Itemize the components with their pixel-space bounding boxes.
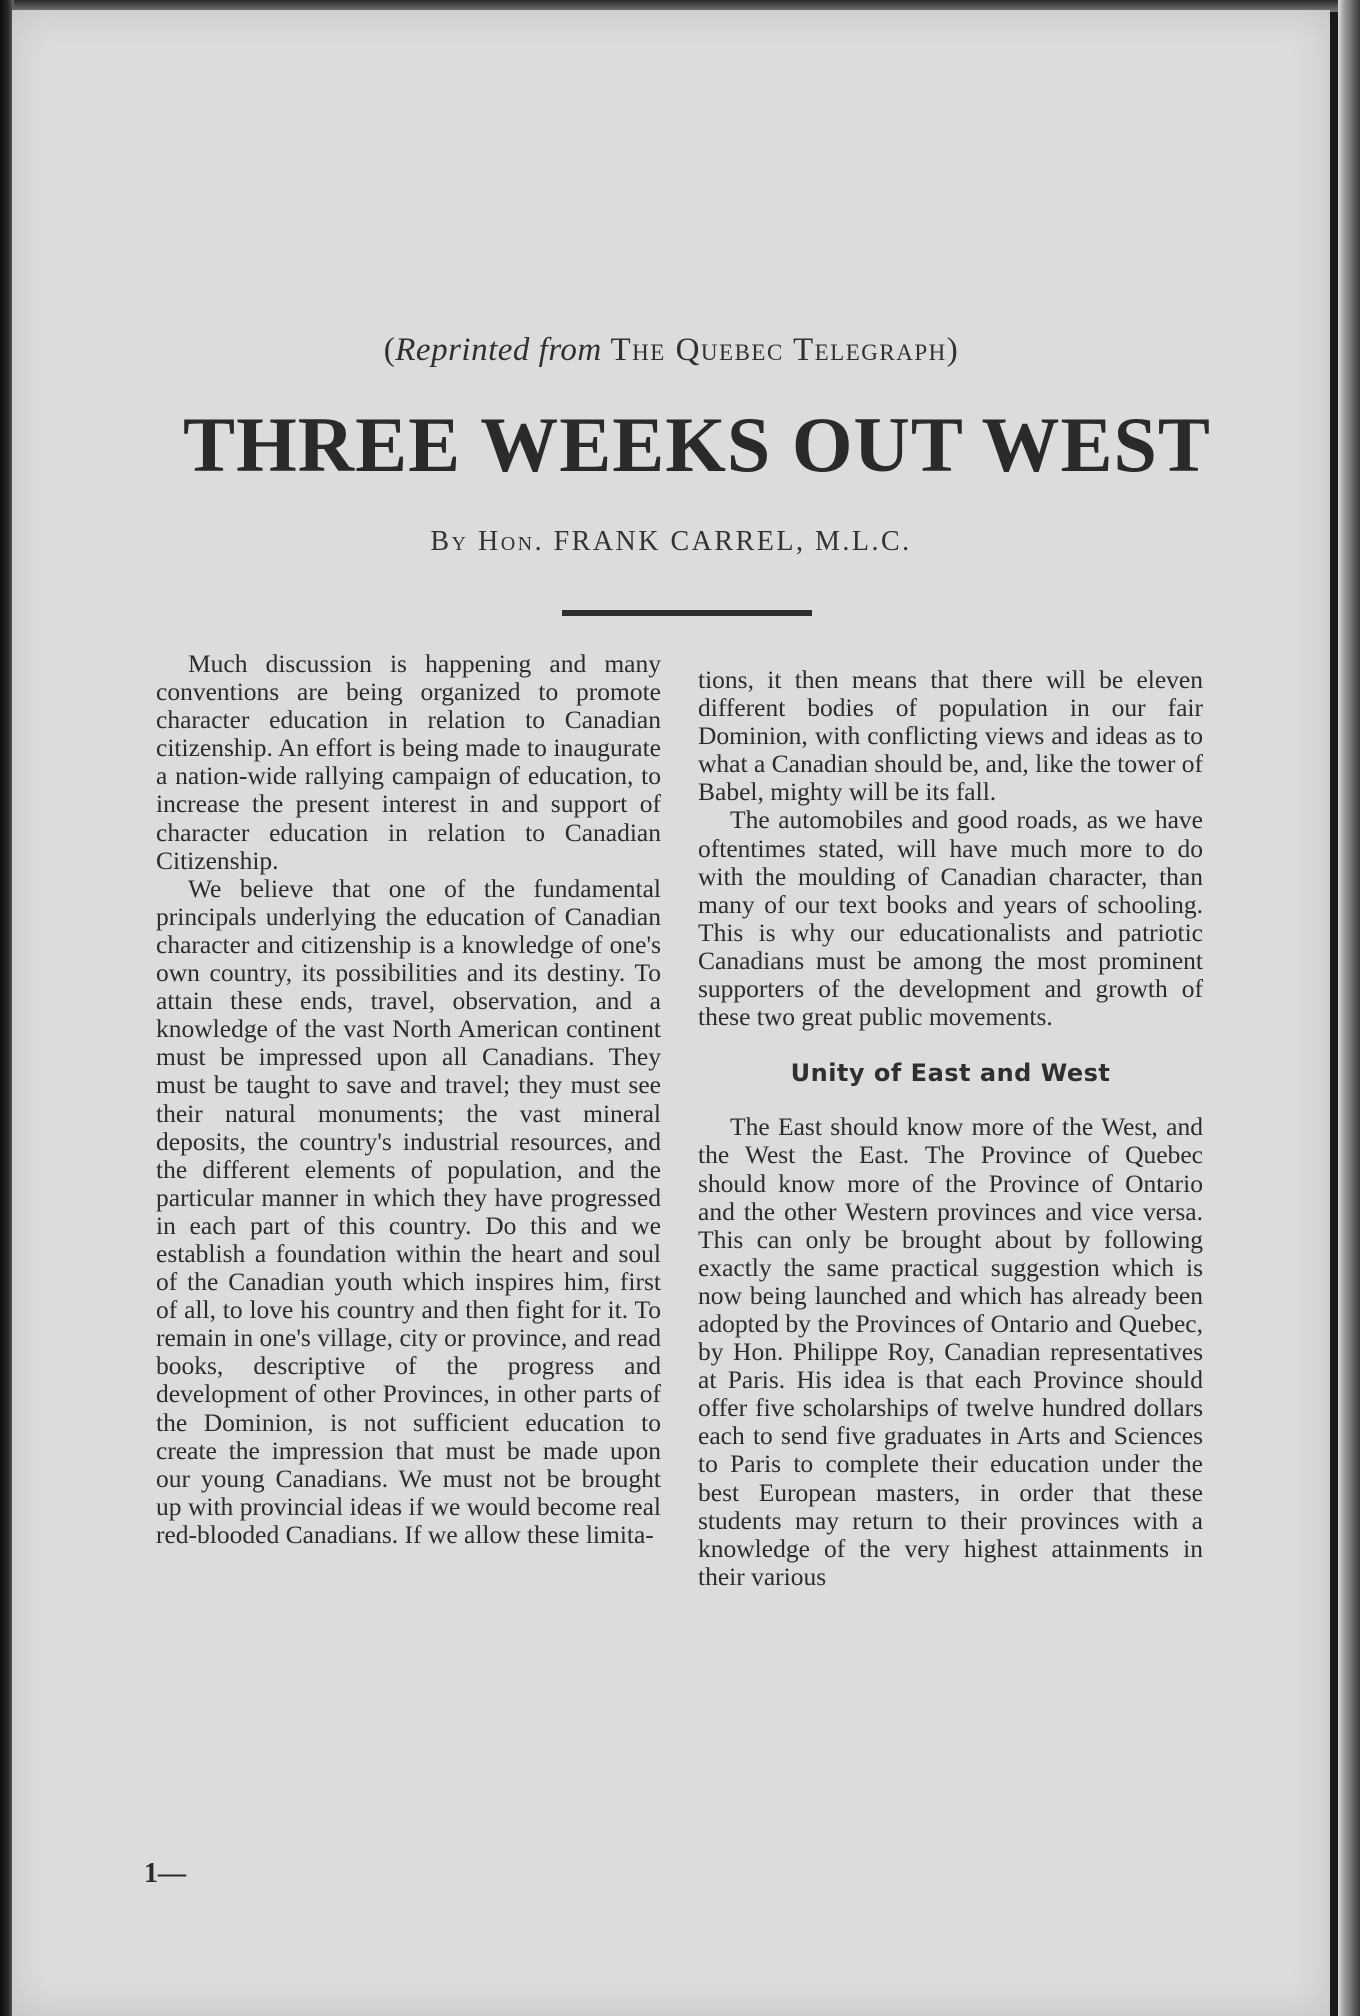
document-page (12, 10, 1330, 2016)
reprint-close-paren: ) (946, 332, 959, 368)
paragraph: The East should know more of the West, and the West the East. The Province of Quebec should know more of the Province of Ontario and the other Western provinces and vice versa. This can only be brought about by following exactly the same practical suggestion which is now being launched and which has already been adopted by the Provinces of Ontario and Quebec, by Hon. Philippe Roy, Canadian representatives at Paris. His idea is that each Province should offer five scholarships of twelve hundred dollars each to send five graduates in Arts and Sciences to Paris to complete their education under the best European masters, in order that these students may return to their provinces with a knowledge of the very highest attainments in their various (698, 1112, 1203, 1591)
page-number: 1— (144, 1858, 186, 1889)
paragraph: We believe that one of the fundamental principals underlying the education of Canadian character and citizenship is a knowledge of one's own country, its possibilities and its destiny. To attain these ends, travel, observation, and a knowledge of the vast North American continent must be impressed upon all Canadians. They must be taught to save and travel; they must see their natural monuments; the vast mineral deposits, the country's industrial resources, and the different elements of population, and the particular manner in which they have progressed in each part of this country. Do this and we establish a foundation within the heart and soul of the Canadian youth which inspires him, first of all, to love his country and then fight for it. To remain in one's village, city or province, and read books, descriptive of the progress and development of other Provinces, in other parts of the Dominion, is not sufficient education to create the impression that must be made upon our young Canadians. We must not be brought up with provincial ideas if we would become real red-blooded Canadians. If we allow these limita- (156, 873, 661, 1549)
article-title: THREE WEEKS OUT WEST (183, 401, 1211, 488)
paragraph: tions, it then means that there will be eleven different bodies of population in our fair Dominion, with conflicting views and ideas as to what a Canadian should be, and, like the tower of Babel, mighty will be its fall. (698, 665, 1203, 807)
title-divider (562, 610, 812, 616)
reprint-label: Reprinted from (395, 332, 602, 368)
reprint-source: The Quebec Telegraph (610, 332, 947, 368)
section-heading: Unity of East and West (790, 1059, 1111, 1088)
right-column (698, 666, 1203, 1591)
left-column (156, 650, 661, 1549)
paragraph: The automobiles and good roads, as we have oftentimes stated, will have much more to do with the moulding of Canadian character, than many of our text books and years of schooling. This is why our educationalists and patriotic Canadians must be among the most prominent supporters of the development and growth of these two great public movements. (698, 805, 1203, 1032)
paragraph: Much discussion is happening and many conventions are being organized to promote character education in relation to Canadian citizenship. An effort is being made to inaugurate a nation-wide rallying campaign of education, to increase the present interest in and support of character education in relation to Canadian Citizenship. (156, 649, 661, 875)
article-byline: By Hon. FRANK CARREL, M.L.C. (430, 526, 912, 557)
reprint-note (12, 332, 1330, 369)
reprint-open-paren: ( (383, 332, 396, 368)
scan-right-edge (1338, 0, 1360, 2016)
